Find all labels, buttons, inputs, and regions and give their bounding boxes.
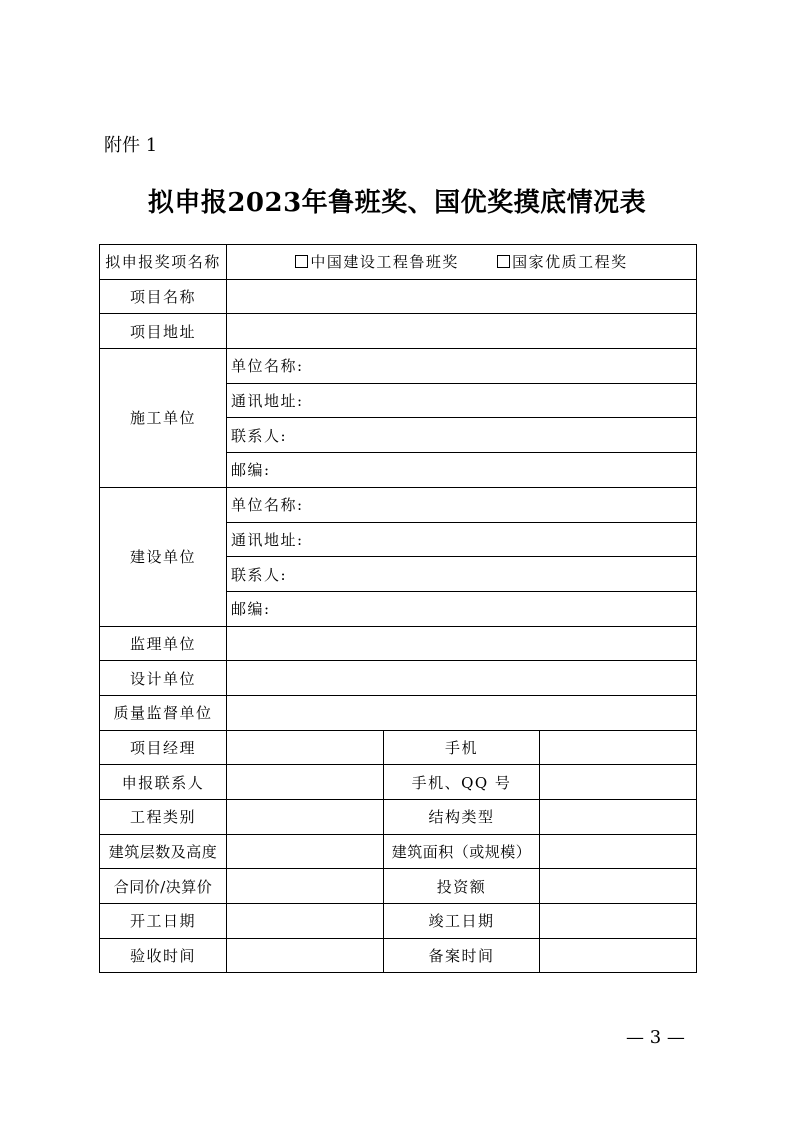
contract-price-label: 合同价/决算价 xyxy=(100,869,227,904)
project-manager-row xyxy=(100,730,697,765)
quality-supervision-row xyxy=(100,695,697,730)
quality-supervision-field[interactable] xyxy=(227,695,697,730)
builder-unit-label: 建设单位 xyxy=(100,487,227,626)
design-unit-row xyxy=(100,661,697,696)
applicant-contact-label: 申报联系人 xyxy=(100,765,227,800)
construction-unit-row xyxy=(100,349,697,384)
award-options xyxy=(227,245,697,280)
acceptance-time-field[interactable] xyxy=(227,938,384,973)
award-row xyxy=(100,245,697,280)
completion-date-field[interactable] xyxy=(540,904,697,939)
project-address-field[interactable] xyxy=(227,314,697,349)
filing-time-label: 备案时间 xyxy=(384,938,540,973)
structure-type-field[interactable] xyxy=(540,800,697,835)
award-label: 拟申报奖项名称 xyxy=(100,245,227,280)
phone-qq-field[interactable] xyxy=(540,765,697,800)
construction-unit-name-field[interactable]: 单位名称: xyxy=(227,349,697,384)
supervision-unit-row xyxy=(100,626,697,661)
design-unit-label: 设计单位 xyxy=(100,661,227,696)
project-name-label: 项目名称 xyxy=(100,279,227,314)
start-date-field[interactable] xyxy=(227,904,384,939)
phone-qq-label: 手机、QQ 号 xyxy=(384,765,540,800)
applicant-contact-field[interactable] xyxy=(227,765,384,800)
survey-form-table xyxy=(99,244,697,973)
project-address-label: 项目地址 xyxy=(100,314,227,349)
investment-field[interactable] xyxy=(540,869,697,904)
design-unit-field[interactable] xyxy=(227,661,697,696)
contract-price-field[interactable] xyxy=(227,869,384,904)
page-number: — 3 — xyxy=(626,1027,685,1048)
luban-option-label: 中国建设工程鲁班奖 xyxy=(310,253,459,272)
contract-price-row xyxy=(100,869,697,904)
project-address-row xyxy=(100,314,697,349)
floors-height-label: 建筑层数及高度 xyxy=(100,834,227,869)
project-category-row xyxy=(100,800,697,835)
project-manager-label: 项目经理 xyxy=(100,730,227,765)
builder-unit-name-field[interactable]: 单位名称: xyxy=(227,487,697,522)
supervision-unit-field[interactable] xyxy=(227,626,697,661)
luban-checkbox[interactable] xyxy=(295,255,308,268)
form-title: 拟申报2023年鲁班奖、国优奖摸底情况表 xyxy=(147,188,647,218)
start-date-label: 开工日期 xyxy=(100,904,227,939)
national-option-label: 国家优质工程奖 xyxy=(512,253,628,272)
start-date-row xyxy=(100,904,697,939)
manager-phone-field[interactable] xyxy=(540,730,697,765)
award-option-luban[interactable] xyxy=(295,253,459,271)
acceptance-time-row xyxy=(100,938,697,973)
building-area-label: 建筑面积（或规模） xyxy=(384,834,540,869)
construction-unit-contact-field[interactable]: 联系人: xyxy=(227,418,697,453)
acceptance-time-label: 验收时间 xyxy=(100,938,227,973)
structure-type-label: 结构类型 xyxy=(384,800,540,835)
floors-height-row xyxy=(100,834,697,869)
project-manager-field[interactable] xyxy=(227,730,384,765)
investment-label: 投资额 xyxy=(384,869,540,904)
building-area-field[interactable] xyxy=(540,834,697,869)
project-name-field[interactable] xyxy=(227,279,697,314)
attachment-label: 附件 1 xyxy=(104,135,158,156)
floors-height-field[interactable] xyxy=(227,834,384,869)
builder-unit-postcode-field[interactable]: 邮编: xyxy=(227,591,697,626)
builder-unit-address-field[interactable]: 通讯地址: xyxy=(227,522,697,557)
construction-unit-address-field[interactable]: 通讯地址: xyxy=(227,383,697,418)
project-name-row xyxy=(100,279,697,314)
quality-supervision-label: 质量监督单位 xyxy=(100,695,227,730)
applicant-contact-row xyxy=(100,765,697,800)
award-option-national[interactable] xyxy=(497,253,628,271)
national-checkbox[interactable] xyxy=(497,255,510,268)
construction-unit-postcode-field[interactable]: 邮编: xyxy=(227,453,697,488)
manager-phone-label: 手机 xyxy=(384,730,540,765)
completion-date-label: 竣工日期 xyxy=(384,904,540,939)
supervision-unit-label: 监理单位 xyxy=(100,626,227,661)
filing-time-field[interactable] xyxy=(540,938,697,973)
builder-unit-row xyxy=(100,487,697,522)
construction-unit-label: 施工单位 xyxy=(100,349,227,488)
project-category-field[interactable] xyxy=(227,800,384,835)
project-category-label: 工程类别 xyxy=(100,800,227,835)
builder-unit-contact-field[interactable]: 联系人: xyxy=(227,557,697,592)
